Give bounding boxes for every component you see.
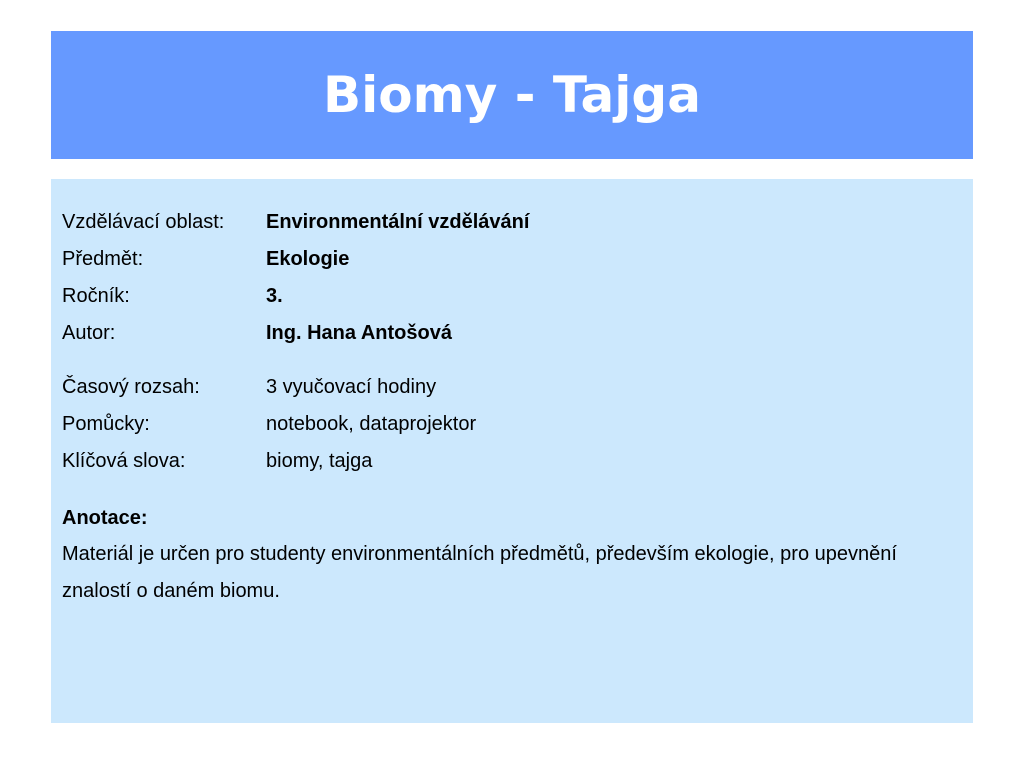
info-value: Environmentální vzdělávání [266, 211, 530, 233]
info-label: Autor: [62, 322, 116, 344]
title-bar [51, 31, 973, 159]
annotation-text: Materiál je určen pro studenty environmentálních předmětů, především ekologie, pro upevnění znalostí o daném biomu. [62, 543, 897, 602]
annotation-heading: Anotace: [62, 507, 148, 529]
info-label: Pomůcky: [62, 413, 150, 435]
slide-title: Biomy - Tajga [323, 66, 701, 124]
info-label: Ročník: [62, 285, 130, 307]
info-value: Ing. Hana Antošová [266, 322, 452, 344]
content-panel [51, 179, 973, 723]
info-value: Ekologie [266, 248, 350, 270]
info-label: Časový rozsah: [62, 376, 200, 398]
info-label: Předmět: [62, 248, 144, 270]
info-value: 3. [266, 285, 283, 307]
info-label: Vzdělávací oblast: [62, 211, 225, 233]
info-value: 3 vyučovací hodiny [266, 376, 437, 398]
info-label: Klíčová slova: [62, 450, 186, 472]
info-value: notebook, dataprojektor [266, 413, 477, 435]
info-value: biomy, tajga [266, 450, 373, 472]
